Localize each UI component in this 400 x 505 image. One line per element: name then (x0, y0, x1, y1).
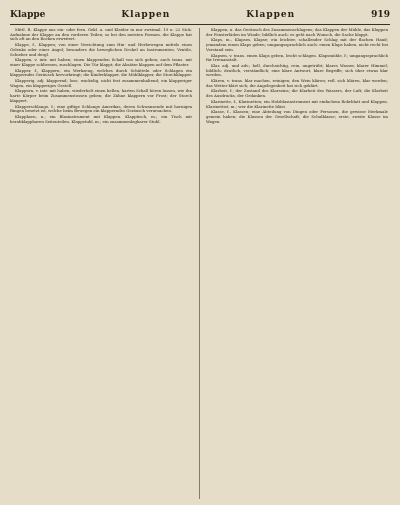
entry-paragraph: Klar, adj. und adv.; hell, durchsichtig, rein, ungetrübt; klares Wasser, klarer Himmel; bildlich: deutlich, verständlich; eine klare Antwort, klare Begriffe; sich über etwas klar werden. (206, 62, 388, 78)
entry-paragraph: Klappen, n. das Geräusch des Zusammenschlagens; das Klappen der Mühle, das Klappen der Fensterläden im Winde; bildlich auch: es geht nach Wunsch, die Sache klappt. (206, 28, 388, 37)
entry-paragraph: Klären, v. trans. klar machen, reinigen; den Wein klären; refl. sich klären, klar werden; das Wetter klärt sich; die Angelegenheit hat sich geklärt. (206, 78, 388, 88)
entry-paragraph: Klapperschlange, f.; eine giftige Schlange Amerikas, deren Schwanzende mit hornigen Ringen besetzt ist, welche beim Bewegen ein klapperndes Geräusch verursachen. (10, 103, 192, 114)
entry-paragraph: Klapsen, v. trans. einen Klaps geben, leicht schlagen. Klapsmühle, f.; umgangssprachlich für Irrenanstalt. (206, 52, 388, 63)
entry-paragraph: Mittl. R. Klappe aus ein- oder fern. Gekl. u. und Kleider in nur zweimal. 19 u. 22 Stck. Aufnahme der Klappe an den vorderen Teilen; so bei den meisten Formen, die Klappe hat sich oft an den Rocken erweitert. (10, 28, 192, 42)
page-header (10, 6, 390, 25)
header-page-number: 919 (371, 10, 390, 20)
left-column (10, 28, 192, 499)
right-column (206, 28, 388, 499)
entry-paragraph: Klarinette, f., Klarinetten; ein Holzblasinstrument mit einfachem Rohrblatt und Klappen. Klarinettist, m.; wer die Klarinette bläst. (206, 98, 388, 109)
header-center-right-word: Klappen (246, 10, 296, 20)
entry-paragraph: Klappe, f., Klappen; von einer Verrichtung zum Hin- und Herbewegen mittels eines Gelenks oder einer Angel; besonders die beweglichen Deckel an Instrumenten, Ventile, Schieber und dergl. (10, 42, 192, 57)
entry-paragraph: Klaps, m., Klapses, Klapse; ein leichter, schallender Schlag mit der flachen Hand; jemandem einen Klaps geben; umgangssprachlich auch: einen Klaps haben, nicht recht bei Verstand sein. (206, 37, 388, 52)
entry-paragraph: Klasse, f., Klassen; eine Abteilung von Dingen oder Personen, die gewisse Merkmale gemein haben; die Klassen der Gesellschaft; die Schulklasse; erste, zweite Klasse im Wagen. (206, 109, 388, 124)
header-left-word: Klappe (10, 10, 46, 20)
entry-paragraph: Klappen, v. intr. mit haben; einen klappenden Schall von sich geben; auch trans. mit einer Klappe schliessen, zuschlagen. Die Tür klappt; die Absätze klappen auf dem Pflaster. (10, 57, 192, 67)
column-divider (199, 28, 200, 499)
header-center-left-word: Klappen (121, 10, 171, 20)
entry-paragraph: Klarheit, f.; der Zustand des Klarseins; die Klarheit des Wassers, der Luft; die Klarheit des Ausdrucks, der Gedanken. (206, 88, 388, 99)
entry-paragraph: Klapper, f., Klappern; ein Werkzeug, welches durch Schütteln oder Schlagen ein klapperndes Geräusch hervorbringt; die Kinderklapper, die Mühlklapper, die Storchklapper. (10, 67, 192, 78)
entry-paragraph: Klappern, v. intr. mit haben; wiederholt einen hellen, harten Schall hören lassen, wie ihn harte Körper beim Zusammenstossen geben; die Zähne klappern vor Frost; der Storch klappert. (10, 88, 192, 103)
entry-paragraph: Klapperig, adj. klappernd; lose, wackelig, nicht fest zusammenhaltend; ein klapperiger Wagen, ein klapperiges Gestell. (10, 78, 192, 88)
entry-paragraph: Klapphorn, n.; ein Blasinstrument mit Klappen. Klapptisch, m.; ein Tisch mit herabklappbaren Seitenteilen. Klappstuhl, m.; ein zusammenlegbarer Stuhl. (10, 113, 192, 124)
